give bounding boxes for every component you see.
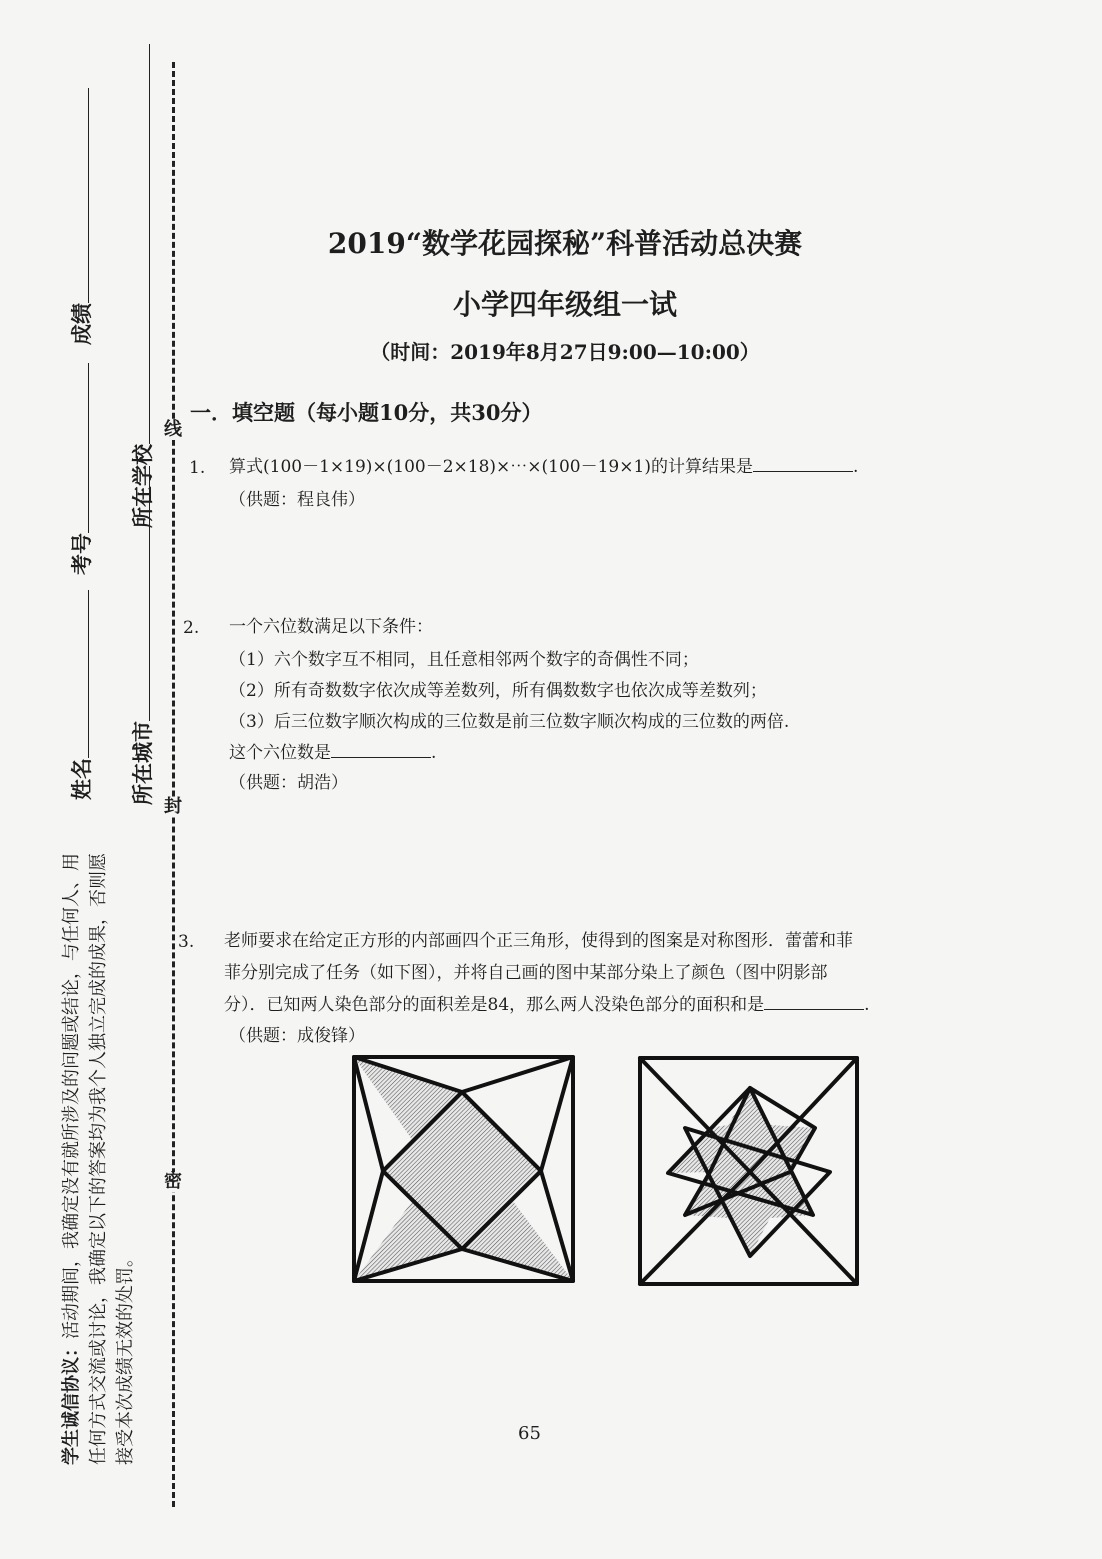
- binding-mark-line: 线: [164, 419, 182, 440]
- problem-3-line-3-text: 分）．已知两人染色部分的面积差是84，那么两人没染色部分的面积和是: [224, 995, 765, 1015]
- problem-2-ask: [229, 738, 436, 768]
- problem-1-statement: 算式(100－1×19)×(100－2×18)×⋯×(100－19×1)的计算结果是: [229, 457, 753, 477]
- exam-subtitle: 小学四年级组一试: [452, 288, 677, 321]
- problem-1-source: （供题：程良伟）: [229, 490, 365, 510]
- school-field[interactable]: [127, 44, 157, 528]
- exam-no-field[interactable]: [66, 363, 96, 575]
- problem-2-number: 2.: [183, 618, 200, 638]
- page-number: 65: [518, 1423, 541, 1444]
- problem-3-source: （供题：成俊锋）: [229, 1026, 365, 1046]
- binding-mark-secret: 密: [164, 1171, 182, 1192]
- problem-2-source: （供题：胡浩）: [229, 773, 348, 793]
- problem-3-line-3: [224, 990, 870, 1020]
- city-label: 所在城市: [130, 721, 155, 805]
- problem-1-number: 1.: [189, 458, 206, 478]
- feifei-figure: [630, 1050, 870, 1292]
- problem-1-end: .: [852, 457, 859, 477]
- problem-2-intro: 一个六位数满足以下条件：: [229, 617, 433, 637]
- score-blank[interactable]: [88, 88, 89, 303]
- problem-2-condition-2: （2）所有奇数数字依次成等差数列，所有偶数数字也依次成等差数列；: [229, 681, 767, 701]
- binding-mark-seal: 封: [164, 796, 182, 817]
- pledge-text: 活动期间，我确定没有就所涉及的问题或结论，与任何人、用任何方式交流或讨论，我确定以下的答案均为我个人独立完成的成果，否则愿接受本次成绩无效的处罚。: [61, 853, 136, 1465]
- problem-3-end: .: [864, 995, 870, 1015]
- score-label: 成绩: [69, 303, 94, 345]
- school-label: 所在学校: [130, 444, 155, 528]
- school-blank[interactable]: [149, 44, 150, 444]
- problem-2-ask-text: 这个六位数是: [229, 743, 331, 763]
- problem-3-number: 3.: [178, 932, 195, 952]
- problem-3-answer-blank[interactable]: [764, 991, 864, 1010]
- pledge-title: 学生诚信协议：: [61, 1339, 82, 1465]
- problem-2-condition-1: （1）六个数字互不相同，且任意相邻两个数字的奇偶性不同；: [229, 650, 699, 670]
- problem-2-end: .: [431, 743, 437, 763]
- exam-no-label: 考号: [69, 533, 94, 575]
- problem-3-line-1: 老师要求在给定正方形的内部画四个正三角形，使得到的图案是对称图形．蕾蕾和菲: [224, 931, 853, 951]
- name-blank[interactable]: [88, 590, 89, 758]
- score-field[interactable]: [66, 88, 96, 345]
- integrity-pledge: [58, 845, 139, 1465]
- problem-1-text: [229, 452, 858, 482]
- name-label: 姓名: [69, 758, 94, 800]
- leilei-figure: [345, 1050, 583, 1290]
- city-blank[interactable]: [149, 466, 150, 721]
- section-heading: 一．填空题（每小题10分，共30分）: [190, 400, 543, 425]
- exam-time: （时间：2019年8月27日9:00—10:00）: [370, 340, 760, 364]
- contest-title: 2019“数学花园探秘”科普活动总决赛: [327, 227, 803, 260]
- city-field[interactable]: [127, 466, 157, 805]
- exam-no-blank[interactable]: [88, 363, 89, 533]
- problem-3-line-2: 菲分别完成了任务（如下图），并将自己画的图中某部分染上了颜色（图中阴影部: [224, 963, 828, 983]
- problem-2-answer-blank[interactable]: [331, 739, 431, 758]
- binding-dashed-line: [172, 62, 175, 1507]
- problem-2-condition-3: （3）后三位数字顺次构成的三位数是前三位数字顺次构成的三位数的两倍.: [229, 712, 790, 732]
- name-field[interactable]: [66, 590, 96, 800]
- problem-1-answer-blank[interactable]: [753, 453, 853, 472]
